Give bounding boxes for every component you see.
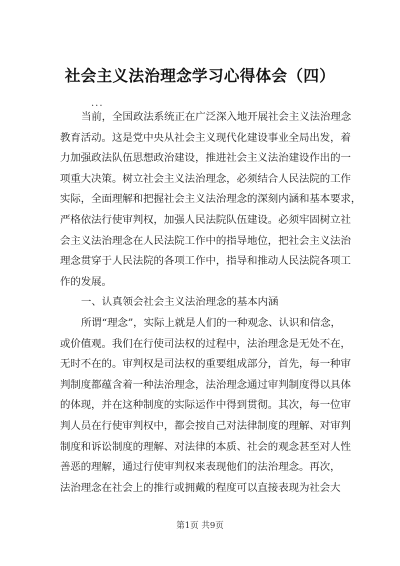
paragraph-line: 法治理念在社会上的推行或拥戴的程度可以直接表现为社会大 (60, 481, 341, 494)
paragraph-line: 实际，全面理解和把握社会主义法治理念的深刻内涵和基本要求， (60, 193, 362, 206)
paragraph-line: 作的发展。 (60, 275, 112, 288)
paragraph-line: 教育活动。这是党中央从社会主义现代化建设事业全局出发，着 (60, 131, 351, 144)
ellipsis-marker: ... (91, 98, 104, 109)
paragraph-line: 判制度都蕴含着一种法治理念，法治理念通过审判制度得以具体 (60, 378, 351, 391)
section-heading: 一、认真领会社会主义法治理念的基本内涵 (81, 296, 279, 309)
paragraph-line: 判人员在行使审判权中，都会按自己对法律制度的理解、对审判 (60, 419, 351, 432)
document-title: 社会主义法治理念学习心得体会（四） (64, 66, 336, 85)
paragraph-line: 当前，全国政法系统正在广泛深入地开展社会主义法治理念 (81, 111, 352, 123)
page-number-footer: 第1页 共9页 (176, 521, 224, 531)
paragraph-line: 力加强政法队伍思想政治建设，推进社会主义法治建设作出的一 (60, 152, 351, 165)
paragraph-line: 所谓“理念”，实际上就是人们的一种观念、认识和信念， (81, 316, 341, 329)
paragraph-line: 严格依法行使审判权，加强人民法院队伍建设。必须牢固树立社 (60, 213, 351, 226)
paragraph-line: 会主义法治理念在人民法院工作中的指导地位，把社会主义法治 (60, 234, 351, 247)
paragraph-line: 善恶的理解，通过行使审判权来表现他们的法治理念。再次， (60, 461, 341, 474)
paragraph-line: 的体现，并在这种制度的实际运作中得到贯彻。其次，每一位审 (60, 399, 351, 412)
paragraph-line: 或价值观。我们在行使司法权的过程中，法治理念是无处不在， (60, 337, 351, 350)
paragraph-line: 项重大决策。树立社会主义法治理念，必须结合人民法院的工作 (60, 172, 351, 185)
document-body (60, 107, 362, 498)
paragraph-line: 无时不在的。审判权是司法权的重要组成部分，首先，每一种审 (60, 358, 351, 371)
paragraph-line: 理念贯穿于人民法院的各项工作中，指导和推动人民法院各项工 (60, 255, 351, 268)
paragraph-line: 制度和诉讼制度的理解、对法律的本质、社会的观念甚至对人性 (60, 440, 351, 453)
